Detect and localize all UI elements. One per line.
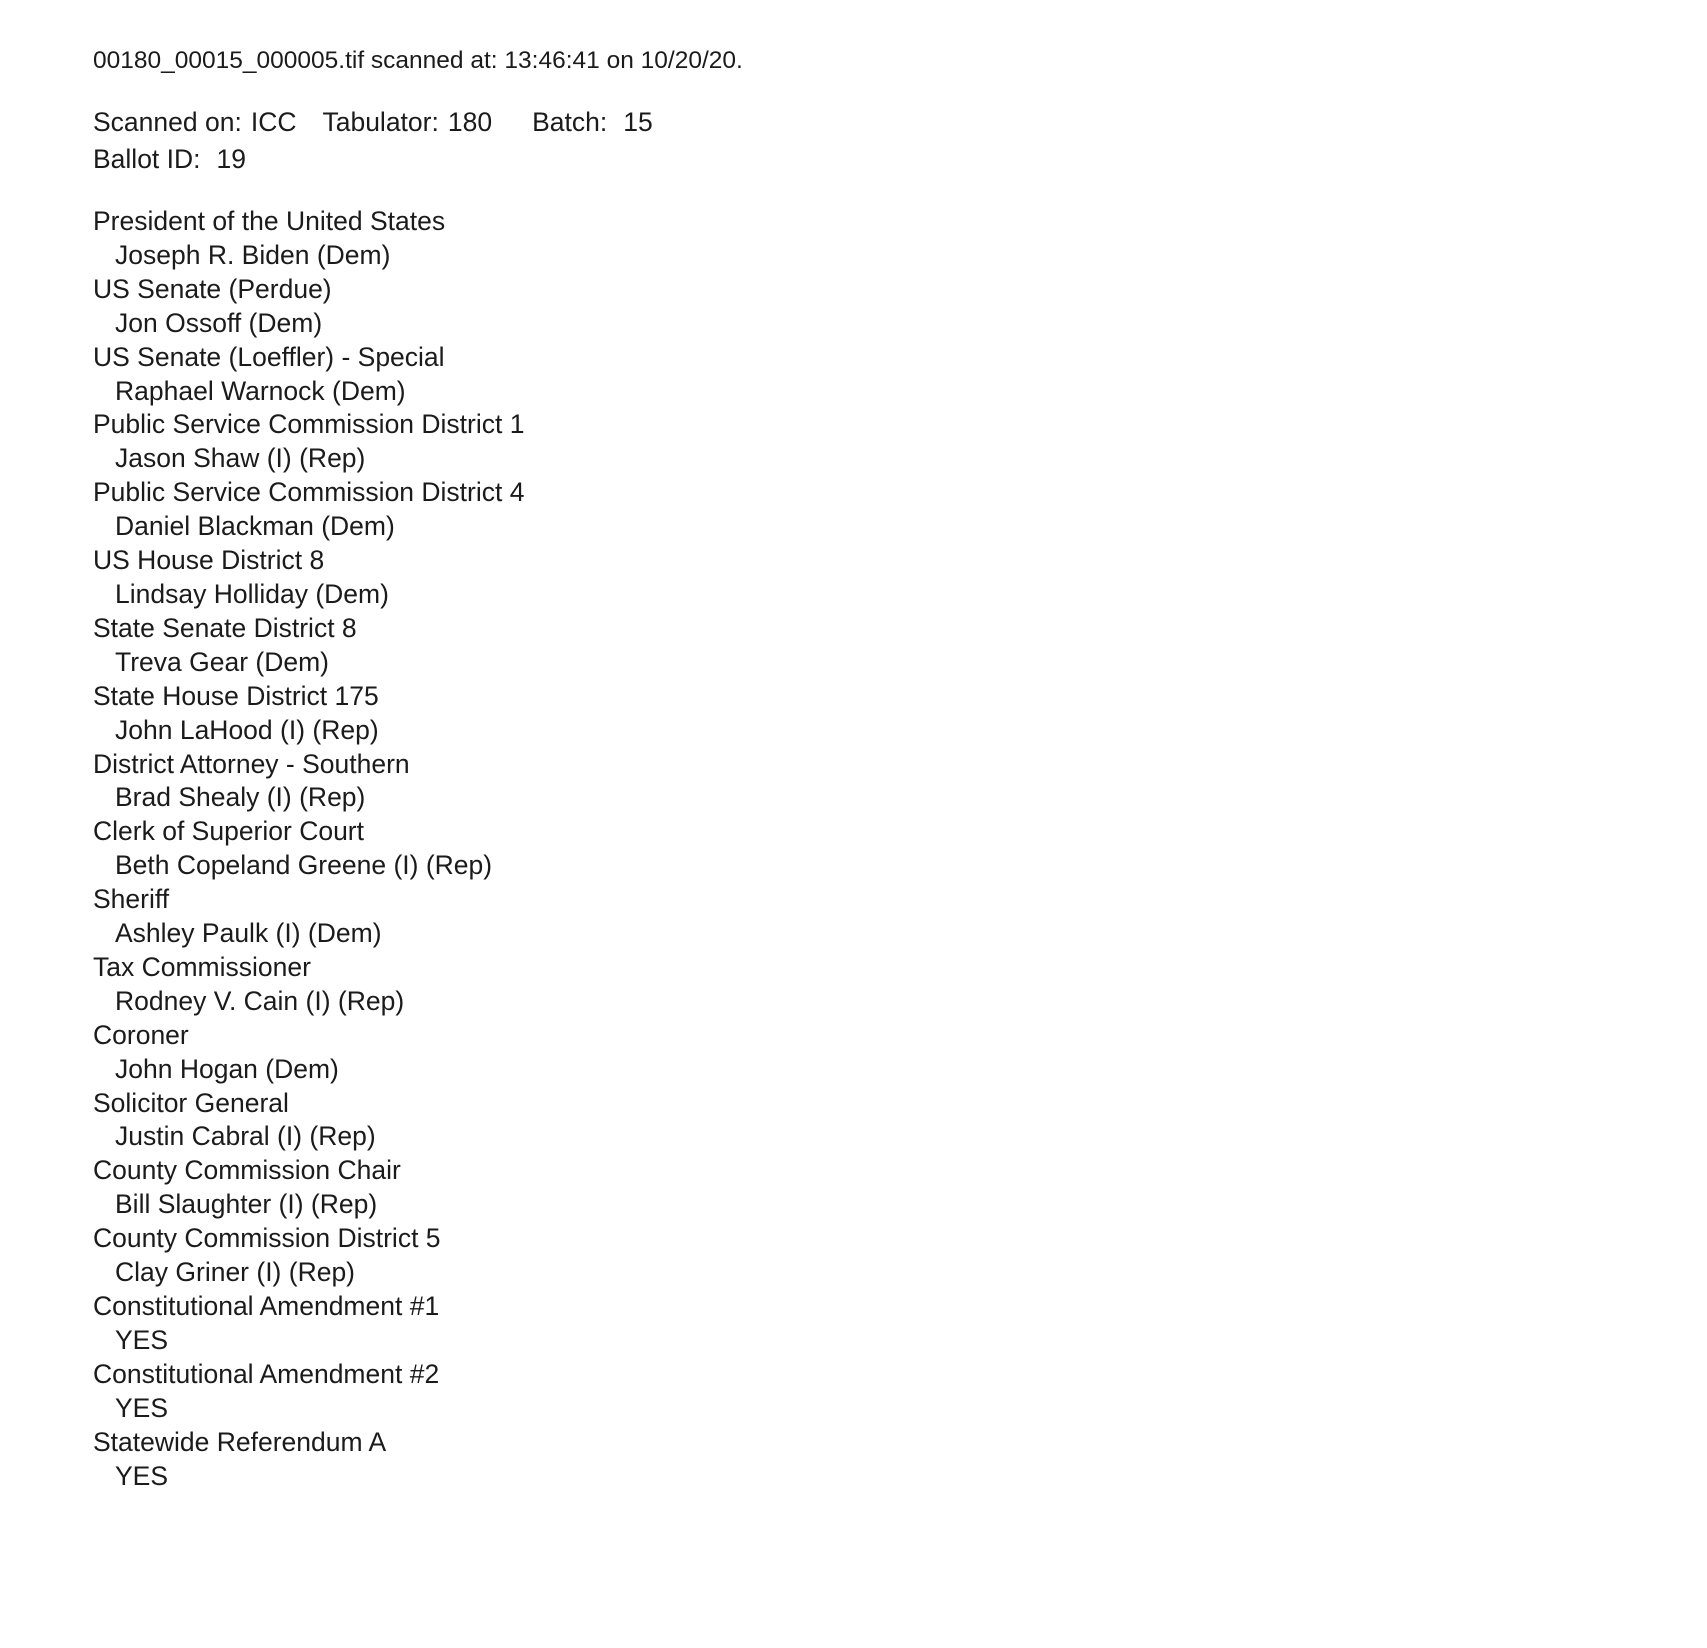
- contest-block: [93, 680, 524, 748]
- contest-selection: Justin Cabral (I) (Rep): [115, 1121, 376, 1152]
- contest-selection: Daniel Blackman (Dem): [115, 511, 395, 542]
- scan-info-row: [93, 104, 653, 141]
- contest-selection: Clay Griner (I) (Rep): [115, 1257, 356, 1288]
- contest-selection: Brad Shealy (I) (Rep): [115, 782, 366, 813]
- contest-block: [93, 612, 524, 680]
- contest-selection: Bill Slaughter (I) (Rep): [115, 1189, 378, 1220]
- contest-block: [93, 476, 524, 544]
- contest-block: [93, 1087, 524, 1155]
- batch-label: Batch:: [532, 107, 608, 137]
- contest-title: Tax Commissioner: [93, 951, 311, 982]
- contest-block: [93, 1358, 524, 1426]
- contest-title: State Senate District 8: [93, 612, 357, 643]
- contest-block: [93, 1019, 524, 1087]
- contest-title: Sheriff: [93, 884, 170, 915]
- contest-title: Public Service Commission District 1: [93, 409, 525, 440]
- contest-block: [93, 1154, 524, 1222]
- contest-title: Coroner: [93, 1019, 189, 1050]
- contest-selection: Ashley Paulk (I) (Dem): [115, 918, 382, 949]
- contest-title: District Attorney - Southern: [93, 748, 410, 779]
- contest-selection: Beth Copeland Greene (I) (Rep): [115, 850, 493, 881]
- contest-selection: John LaHood (I) (Rep): [115, 714, 379, 745]
- contest-block: [93, 273, 524, 341]
- scan-filename-line: 00180_00015_000005.tif scanned at: 13:46:41 on 10/20/20.: [93, 47, 743, 74]
- contest-list: [93, 205, 524, 1493]
- contest-block: [93, 408, 524, 476]
- contest-block: [93, 951, 524, 1019]
- ballot-id-value: 19: [216, 144, 246, 174]
- ballot-id-label: Ballot ID:: [93, 144, 201, 174]
- contest-block: [93, 205, 524, 273]
- contest-selection: Treva Gear (Dem): [115, 646, 329, 677]
- contest-title: State House District 175: [93, 680, 379, 711]
- contest-title: County Commission District 5: [93, 1223, 441, 1254]
- contest-title: US Senate (Perdue): [93, 273, 332, 304]
- contest-block: [93, 1426, 524, 1494]
- contest-title: US House District 8: [93, 545, 325, 576]
- contest-selection: Jason Shaw (I) (Rep): [115, 443, 366, 474]
- contest-block: [93, 815, 524, 883]
- contest-title: Statewide Referendum A: [93, 1426, 387, 1457]
- contest-selection: Lindsay Holliday (Dem): [115, 578, 389, 609]
- contest-title: Public Service Commission District 4: [93, 477, 525, 508]
- contest-title: Solicitor General: [93, 1087, 289, 1118]
- contest-title: Constitutional Amendment #1: [93, 1291, 440, 1321]
- contest-title: Clerk of Superior Court: [93, 816, 364, 847]
- contest-selection: Raphael Warnock (Dem): [115, 375, 406, 406]
- contest-selection: YES: [115, 1324, 169, 1355]
- batch-value: 15: [623, 107, 653, 137]
- contest-title: County Commission Chair: [93, 1155, 401, 1186]
- scanned-on-label: Scanned on:: [93, 107, 242, 137]
- contest-selection: John Hogan (Dem): [115, 1053, 339, 1084]
- contest-block: [93, 1222, 524, 1290]
- tabulator-label: Tabulator:: [322, 107, 439, 137]
- contest-selection: Joseph R. Biden (Dem): [115, 239, 391, 270]
- contest-selection: YES: [115, 1392, 169, 1423]
- scanned-on-value: ICC: [250, 107, 297, 137]
- scan-info-block: [93, 104, 653, 178]
- contest-title: President of the United States: [93, 206, 446, 236]
- contest-title: US Senate (Loeffler) - Special: [93, 341, 445, 372]
- contest-selection: Rodney V. Cain (I) (Rep): [115, 985, 405, 1016]
- contest-block: [93, 1290, 524, 1358]
- contest-block: [93, 341, 524, 409]
- contest-selection: Jon Ossoff (Dem): [115, 307, 323, 338]
- contest-block: [93, 544, 524, 612]
- contest-block: [93, 748, 524, 816]
- tabulator-value: 180: [447, 107, 493, 137]
- ballot-id-row: [93, 141, 653, 178]
- contest-block: [93, 883, 524, 951]
- contest-selection: YES: [115, 1460, 169, 1491]
- contest-title: Constitutional Amendment #2: [93, 1358, 440, 1389]
